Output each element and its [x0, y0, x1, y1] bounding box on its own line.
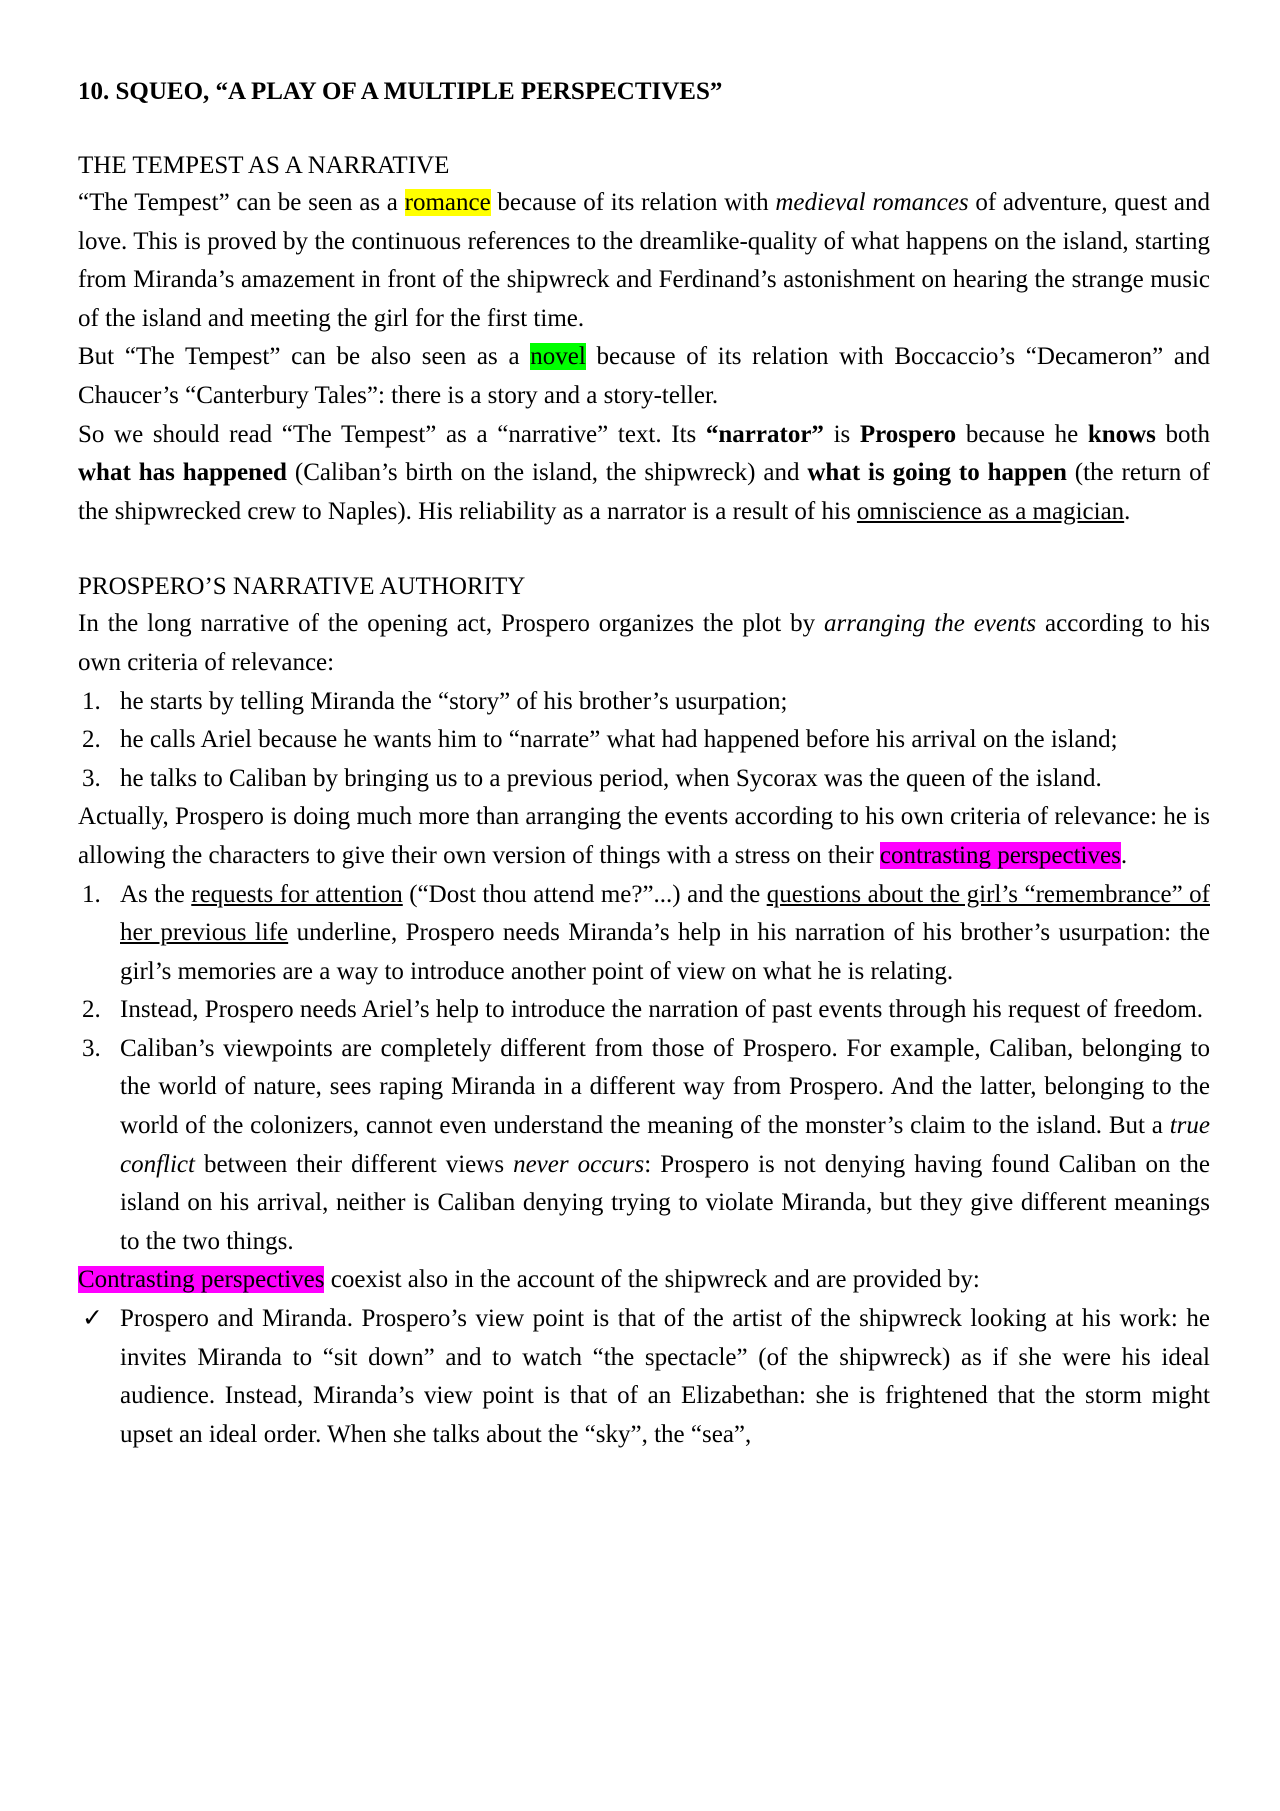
paragraph-narrator: So we should read “The Tempest” as a “narrative” text. Its “narrator” is Prospero because he knows both what has happened (Caliban’s birth on the island, the shipwreck) and what is going to happen (the return of the shipwrecked crew to Naples). His reliability as a narrator is a result of his omniscience as a magician. — [78, 420, 1210, 525]
paragraph-coexist: Contrasting perspectives coexist also in the account of the shipwreck and are provided by: — [78, 1266, 980, 1294]
section-heading-tempest-narrative: THE TEMPEST AS A NARRATIVE — [78, 152, 450, 179]
checkmark-icon: ✓ — [82, 1305, 103, 1333]
document-page — [78, 70, 1210, 1454]
document-title: 10. SQUEO, “A PLAY OF A MULTIPLE PERSPECTIVES” — [78, 78, 723, 105]
paragraph-romance: “The Tempest” can be seen as a romance because of its relation with medieval romances of adventure, quest and love. This is proved by the continuous references to the dreamlike-quality of what happens on the island, starting from Miranda’s amazement in front of the shipwreck and Ferdinand’s astonishment on hearing the strange music of the island and meeting the girl for the first time. — [78, 189, 1210, 332]
highlight-contrasting-perspectives-2: Contrasting perspectives — [78, 1266, 325, 1294]
section-heading-narrative-authority: PROSPERO’S NARRATIVE AUTHORITY — [78, 573, 526, 601]
paragraph-intro-authority: In the long narrative of the opening act, Prospero organizes the plot by arranging the events according to his own criteria of relevance: — [78, 610, 1210, 676]
check-list-item: ✓ Prospero and Miranda. Prospero’s view point is that of the artist of the shipwreck looking at his work: he invites Miranda to “sit down” and to watch “the spectacle” (of the shipwreck) as if she were his ideal audience. Instead, Miranda’s view point is that of an Elizabethan: she is frightened that the storm might upset an ideal order. When she talks about the “sky”, the “sea”, — [78, 1300, 1210, 1454]
numbered-list-perspectives — [78, 876, 1210, 1262]
paragraph-actually: Actually, Prospero is doing much more than arranging the events according to his own criteria of relevance: he is allowing the characters to give their own version of things with a stress on their contrasting perspectives. — [78, 803, 1210, 869]
list-item: 1. As the requests for attention (“Dost thou attend me?”...) and the questions about the girl’s “remembrance” of her previous life underline, Prospero needs Miranda’s help in his narration of his brother’s usurpation: the girl’s memories are a way to introduce another point of view on what he is relating. — [82, 880, 1210, 985]
underline-omniscience: omniscience as a magician — [856, 497, 1125, 525]
list-item: 3. Caliban’s viewpoints are completely different from those of Prospero. For example, Caliban, belonging to the world of nature, sees raping Miranda in a different way from Prospero. And the latter, belonging to the world of the colonizers, cannot even understand the meaning of the monster’s claim to the island. But a true conflict between their different views never occurs: Prospero is not denying having found Caliban on the island on his arrival, neither is Caliban denying trying to violate Miranda, but they give different meanings to the two things. — [82, 1034, 1211, 1255]
list-item: 2. Instead, Prospero needs Ariel’s help to introduce the narration of past events through his request of freedom. — [82, 996, 1204, 1024]
numbered-list-narrations — [78, 683, 1210, 799]
list-item: 2. he calls Ariel because he wants him to “narrate” what had happened before his arrival on the island; — [82, 726, 1118, 754]
list-item: 3. he talks to Caliban by bringing us to a previous period, when Sycorax was the queen of the island. — [82, 764, 1102, 792]
paragraph-novel: But “The Tempest” can be also seen as a novel because of its relation with Boccaccio’s “Decameron” and Chaucer’s “Canterbury Tales”: there is a story and a story-teller. — [78, 343, 1210, 409]
highlight-romance: romance — [404, 189, 491, 216]
highlight-contrasting-perspectives: contrasting perspectives — [879, 841, 1121, 869]
checklist — [78, 1300, 1210, 1454]
list-item: 1. he starts by telling Miranda the “story” of his brother’s usurpation; — [82, 687, 788, 715]
italic-medieval-romances: medieval romances — [775, 189, 969, 216]
highlight-novel: novel — [530, 343, 586, 371]
